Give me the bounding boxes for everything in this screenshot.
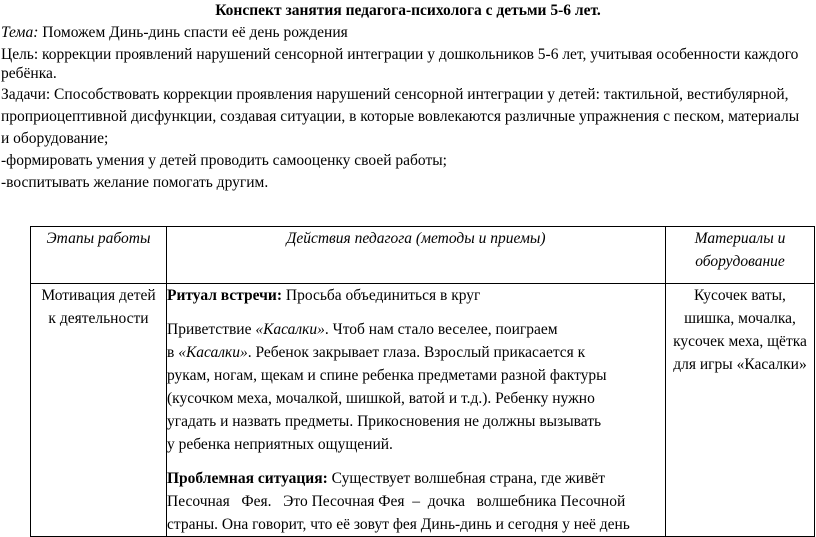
materials-cell (666, 284, 815, 537)
problem-paragraph (167, 467, 665, 536)
header-materials-line1: Материалы и (694, 230, 786, 247)
materials-line: кусочек меха, щётка (673, 333, 807, 350)
document-title: Конспект занятия педагога-психолога с детьми 5-6 лет. (215, 2, 601, 19)
stage-cell (31, 284, 167, 537)
greeting-text: . Ребенок закрывает глаза. Взрослый прикасается к (247, 344, 586, 361)
theme-label: Тема: (1, 24, 39, 41)
greeting-text: рукам, ногам, щекам и спине ребенка предметами разной фактуры (167, 367, 607, 384)
table-header-row (31, 227, 815, 284)
header-stages: Этапы работы (31, 227, 167, 284)
ritual-label: Ритуал встречи: (167, 287, 283, 304)
stage-line2: к деятельности (48, 310, 149, 327)
greeting-game-name: «Касалки» (255, 321, 325, 338)
header-materials (666, 227, 815, 284)
problem-text: Существует волшебная страна, где живёт (327, 470, 606, 487)
materials-line: шишка, мочалка, (684, 310, 796, 327)
stage-line1: Мотивация детей (41, 287, 156, 304)
lesson-table (30, 226, 815, 537)
greeting-text: в (167, 344, 179, 361)
theme-value: Поможем Динь-динь спасти её день рождения (38, 24, 348, 41)
actions-cell (167, 284, 666, 537)
greeting-text: у ребенка неприятных ощущений. (167, 436, 393, 453)
ritual-text: Просьба объединиться в круг (282, 287, 481, 304)
problem-text: Песочная Фея. Это Песочная Фея – дочка волшебника Песочной (167, 493, 626, 510)
tasks-line-2: проприоцептивной дисфункции, создавая ситуации, в которые вовлекаются различные упражнения с песком, материалы (1, 108, 800, 125)
goal-line-2: ребёнка. (1, 65, 57, 82)
materials-line: Кусочек ваты, (694, 287, 786, 304)
tasks-line-3: и оборудование; (1, 130, 109, 147)
greeting-paragraph (167, 318, 665, 456)
greeting-text: угадать и назвать предметы. Прикосновения не должны вызывать (167, 413, 602, 430)
tasks-line-1: Задачи: Способствовать коррекции проявления нарушений сенсорной интеграции у детей: тактильной, вестибулярной, (1, 86, 789, 103)
greeting-text: Приветствие (167, 321, 256, 338)
header-materials-line2: оборудование (695, 253, 785, 270)
tasks-line-4: -формировать умения у детей проводить самооценку своей работы; (1, 152, 447, 169)
tasks-line-5: -воспитывать желание помогать другим. (1, 174, 269, 191)
goal-line-1: Цель: коррекции проявлений нарушений сенсорной интеграции у дошкольников 5-6 лет, учитывая особенности каждого (1, 46, 799, 63)
ritual-paragraph (167, 284, 665, 307)
problem-label: Проблемная ситуация: (167, 470, 328, 487)
header-actions: Действия педагога (методы и приемы) (167, 227, 666, 284)
greeting-game-name: «Касалки» (178, 344, 248, 361)
theme-line (1, 22, 348, 44)
table-row (31, 284, 815, 537)
problem-text: страны. Она говорит, что её зовут фея Динь-динь и сегодня у неё день (167, 516, 630, 533)
greeting-text: (кусочком меха, мочалкой, шишкой, ватой и т.д.). Ребенку нужно (167, 390, 595, 407)
greeting-text: . Чтоб нам стало веселее, поиграем (324, 321, 558, 338)
materials-line: для игры «Касалки» (673, 356, 807, 373)
